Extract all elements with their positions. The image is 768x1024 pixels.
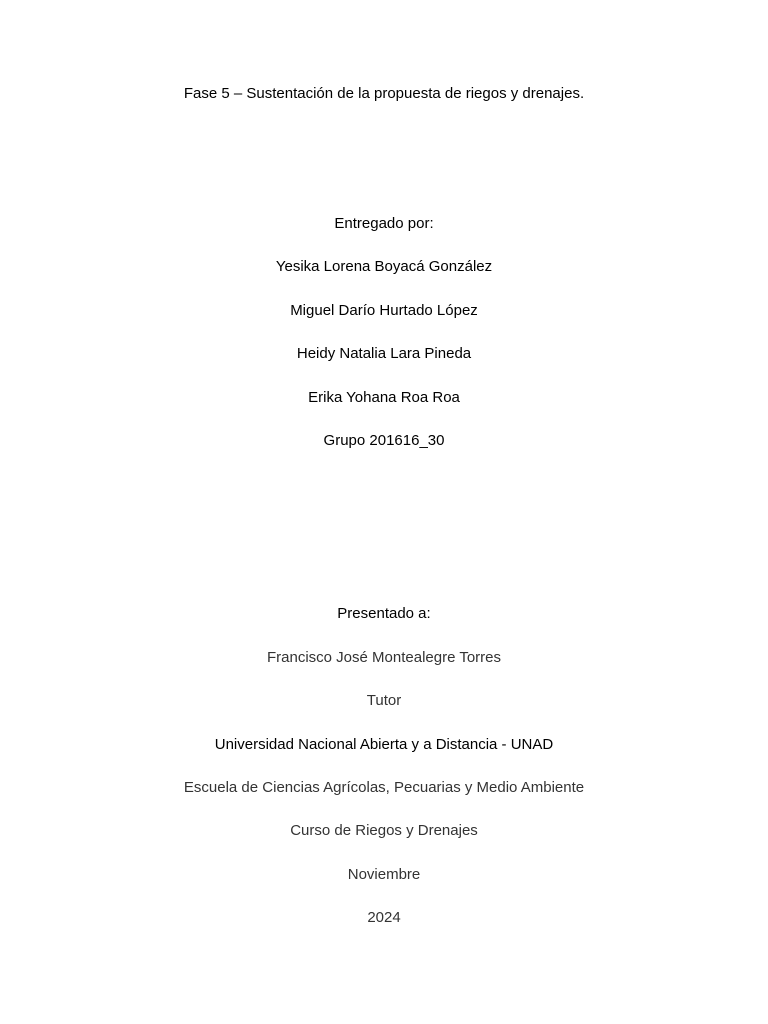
- delivered-by-label: Entregado por:: [334, 215, 434, 232]
- tutor-role: Tutor: [366, 692, 402, 709]
- presented-to-label: Presentado a:: [337, 605, 431, 622]
- course-name: Curso de Riegos y Drenajes: [290, 822, 478, 839]
- tutor-name: Francisco José Montealegre Torres: [267, 649, 501, 666]
- date-year: 2024: [367, 909, 401, 926]
- author-name: Erika Yohana Roa Roa: [308, 389, 460, 406]
- author-name: Yesika Lorena Boyacá González: [275, 258, 493, 275]
- author-name: Miguel Darío Hurtado López: [290, 302, 478, 319]
- group-code: Grupo 201616_30: [323, 432, 445, 449]
- school-name: Escuela de Ciencias Agrícolas, Pecuarias y Medio Ambiente: [183, 779, 585, 796]
- university-name: Universidad Nacional Abierta y a Distancia - UNAD: [214, 736, 554, 753]
- document-title: Fase 5 – Sustentación de la propuesta de riegos y drenajes.: [183, 85, 585, 102]
- author-name: Heidy Natalia Lara Pineda: [296, 345, 472, 362]
- date-month: Noviembre: [347, 866, 421, 883]
